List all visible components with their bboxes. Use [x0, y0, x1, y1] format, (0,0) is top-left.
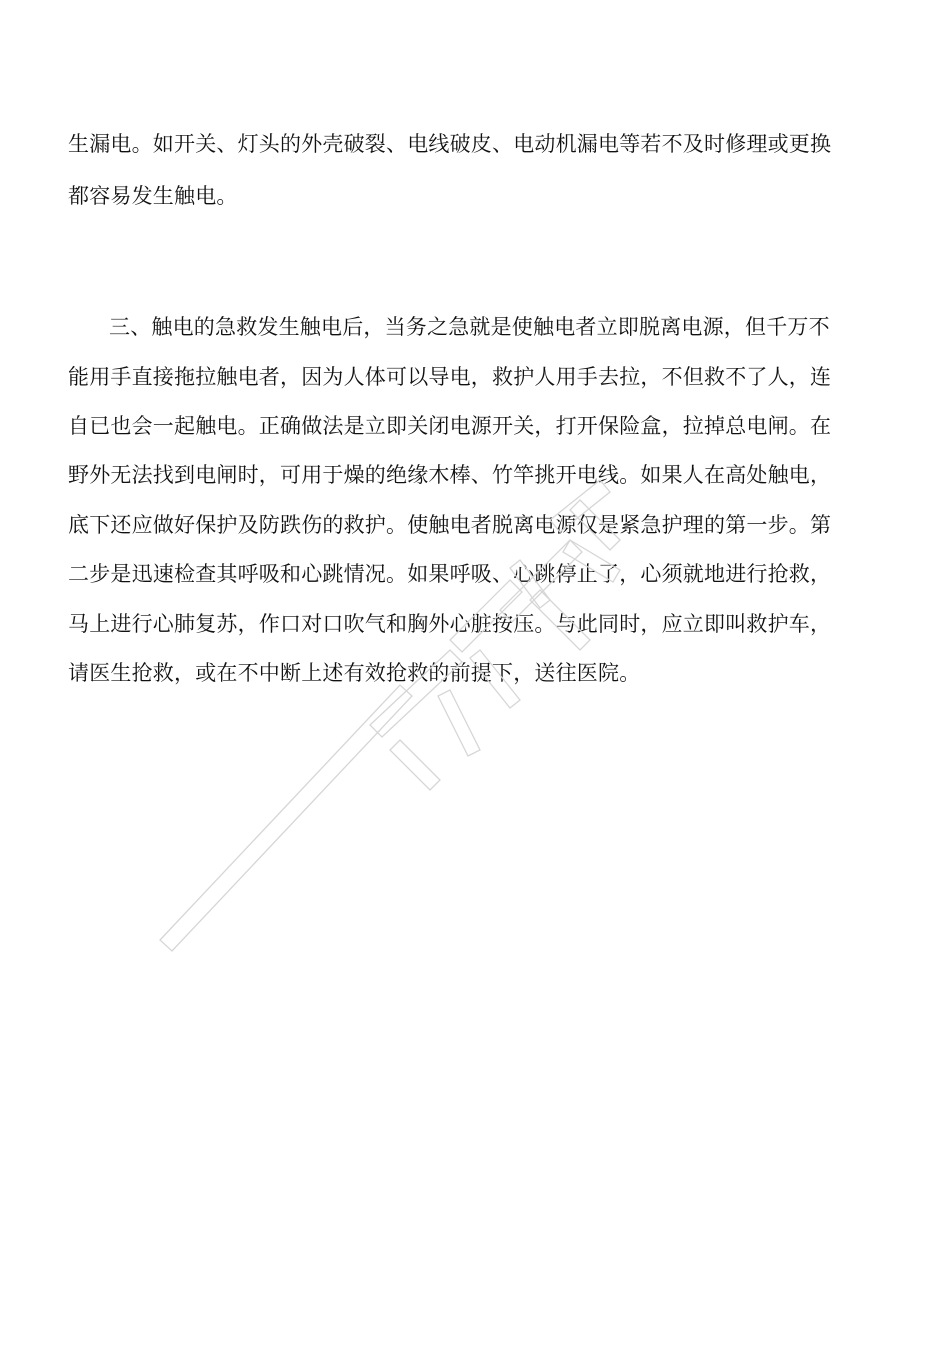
- paragraph-line: 请医生抢救，或在不中断上述有效抢救的前提下，送往医院。: [68, 661, 641, 685]
- paragraph-line: 马上进行心肺复苏，作口对口吹气和胸外心脏按压。与此同时，应立即叫救护车，: [68, 612, 832, 636]
- paragraph-line: 都容易发生触电。: [68, 184, 238, 208]
- section-heading-line: 三、触电的急救发生触电后，当务之急就是使触电者立即脱离电源，但千万不: [109, 315, 830, 339]
- paragraph-line: 野外无法找到电闸时，可用于燥的绝缘木棒、竹竿挑开电线。如果人在高处触电，: [68, 463, 832, 487]
- paragraph-line: 底下还应做好保护及防跌伤的救护。使触电者脱离电源仅是紧急护理的第一步。第: [68, 513, 832, 537]
- paragraph-line: 二步是迅速检查其呼吸和心跳情况。如果呼吸、心跳停止了，心须就地进行抢救，: [68, 562, 832, 586]
- paragraph-line: 能用手直接拖拉触电者，因为人体可以导电，救护人用手去拉，不但救不了人，连: [68, 365, 832, 389]
- paragraph-line: 生漏电。如开关、灯头的外壳破裂、电线破皮、电动机漏电等若不及时修理或更换: [68, 132, 832, 156]
- paragraph-line: 自已也会一起触电。正确做法是立即关闭电源开关，打开保险盒，拉掉总电闸。在: [68, 414, 832, 438]
